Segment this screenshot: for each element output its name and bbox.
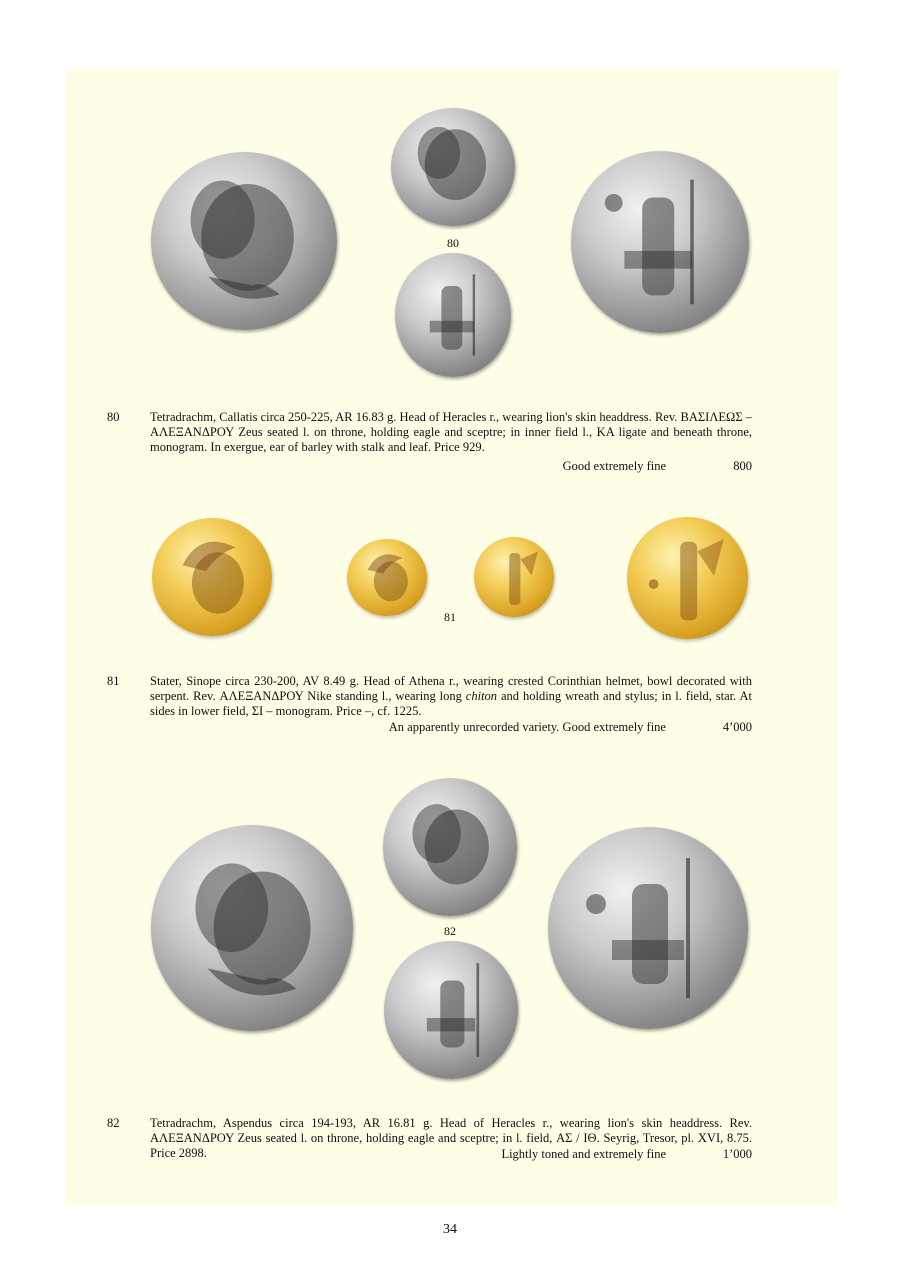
coin-80-obverse-large — [151, 152, 337, 330]
heracles-head-image — [391, 108, 515, 226]
zeus-seated-image — [548, 827, 748, 1029]
coin-label-80: 80 — [447, 236, 459, 250]
lot-estimate-82: 1’000 — [722, 1147, 752, 1161]
lot-number-82: 82 — [107, 1116, 120, 1130]
heracles-head-image — [383, 778, 517, 916]
nike-standing-image — [627, 517, 748, 639]
lot-number-80: 80 — [107, 410, 120, 424]
lot-estimate-81: 4’000 — [722, 720, 752, 734]
coin-81-obverse-large — [152, 518, 272, 636]
coin-label-82: 82 — [444, 924, 456, 938]
coin-82-reverse-large — [548, 827, 748, 1029]
lot-grade-82: Lightly toned and extremely fine — [501, 1147, 666, 1161]
athena-head-image — [152, 518, 272, 636]
lot-description-80: Tetradrachm, Callatis circa 250-225, AR 16.83 g. Head of Heracles r., wearing lion's skin headdress. Rev. ΒΑΣΙΛΕΩΣ – ΑΛΕΞΑΝΔΡΟΥ Zeus seated l. on throne, holding eagle and sceptre; in inner field l., KA ligate and beneath throne, monogram. In exergue, ear of barley with stalk and leaf. Price 929. — [150, 410, 752, 454]
coin-label-81: 81 — [444, 610, 456, 624]
coin-82-obverse-small — [383, 778, 517, 916]
coin-81-reverse-small — [474, 537, 554, 617]
lot-description-81 — [150, 674, 752, 719]
coin-80-reverse-large — [571, 151, 749, 333]
lot-description-81-part-1: Stater, Sinope circa 230-200, AV 8.49 g. Head of Athena r., wearing crested Corinthian helmet, bowl decorated with serpent. Rev. ΑΛΕΞΑΝΔΡΟΥ Nike standing l., wearing long — [150, 674, 752, 703]
coin-81-reverse-large — [627, 517, 748, 639]
lot-grade-80: Good extremely fine — [562, 459, 666, 473]
coin-82-obverse-large — [151, 825, 353, 1031]
heracles-head-image — [151, 825, 353, 1031]
lot-number-81: 81 — [107, 674, 120, 688]
lot-description-81-italic: chiton — [465, 689, 498, 703]
coin-80-reverse-small — [395, 253, 511, 377]
lot-description-82: Tetradrachm, Aspendus circa 194-193, AR 16.81 g. Head of Heracles r., wearing lion's skin headdress. Rev. ΑΛΕΞΑΝΔΡΟΥ Zeus seated l. on throne, holding eagle and sceptre; in l. field, ΑΣ / ΙΘ. Seyrig, Tresor, pl. XVI, 8.75. Price 2898. — [150, 1116, 752, 1160]
lot-grade-81: An apparently unrecorded variety. Good extremely fine — [388, 720, 666, 734]
nike-standing-image — [474, 537, 554, 617]
page-number: 34 — [443, 1222, 457, 1237]
coin-80-obverse-small — [391, 108, 515, 226]
lot-estimate-80: 800 — [733, 459, 752, 473]
zeus-seated-image — [571, 151, 749, 333]
athena-head-image — [347, 539, 427, 616]
coin-82-reverse-small — [384, 941, 518, 1079]
heracles-head-image — [151, 152, 337, 330]
lot-description-81-part-2: and holding wreath and stylus; in l. field, star. At sides in lower field, ΣΙ – monogram. Price –, cf. 1225. — [150, 689, 752, 718]
coin-81-obverse-small — [347, 539, 427, 616]
zeus-seated-image — [384, 941, 518, 1079]
zeus-seated-image — [395, 253, 511, 377]
